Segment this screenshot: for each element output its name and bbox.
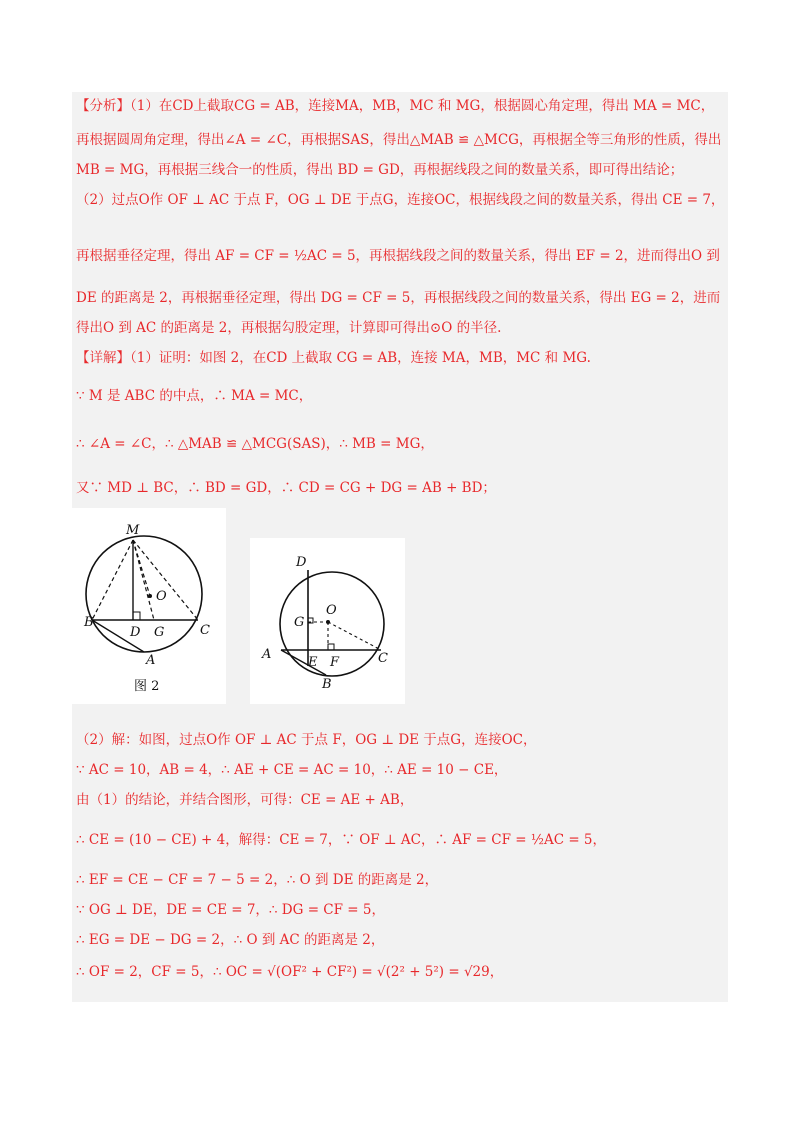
detail-line-2: ∵ M 是 ABC 的中点，∴ MA = MC，: [76, 388, 313, 404]
analysis-line-1: 【分析】（1）在CD上截取CG = AB，连接MA，MB，MC 和 MG，根据圆心角定理，得出 MA = MC，: [76, 98, 715, 114]
part2-line-3: 由（1）的结论，并结合图形，可得：CE = AE + AB，: [76, 792, 414, 808]
fig2-label-d: D: [296, 555, 307, 570]
analysis-line-2: 再根据圆周角定理，得出∠A = ∠C，再根据SAS，得出△MAB ≌ △MCG，再根据全等三角形的性质，得出: [76, 132, 722, 148]
figure-2-diagram: [250, 538, 405, 704]
analysis-line-5: 再根据垂径定理，得出 AF = CF = ½AC = 5，再根据线段之间的数量关系，得出 EF = 2，进而得出O 到: [76, 248, 720, 264]
fig1-caption: 图 2: [134, 679, 160, 694]
figure-1: [72, 508, 226, 704]
fig2-label-c: C: [378, 651, 388, 666]
fig2-label-g: G: [294, 615, 305, 630]
part2-line-2: ∵ AC = 10，AB = 4，∴ AE + CE = AC = 10，∴ AE = 10 − CE，: [76, 762, 508, 778]
analysis-line-3: MB = MG，再根据三线合一的性质，得出 BD = GD，再根据线段之间的数量关系，即可得出结论；: [76, 162, 684, 178]
detail-line-3: ∴ ∠A = ∠C，∴ △MAB ≌ △MCG(SAS)，∴ MB = MG，: [76, 436, 434, 452]
figure-2: [250, 538, 405, 704]
fig1-label-d: D: [130, 625, 141, 640]
part2-line-6: ∵ OG ⊥ DE，DE = CE = 7，∴ DG = CF = 5，: [76, 902, 385, 918]
fig2-label-e: E: [308, 655, 318, 670]
fig2-label-f: F: [330, 655, 340, 670]
fig1-label-o: O: [156, 589, 167, 604]
part2-line-5: ∴ EF = CE − CF = 7 − 5 = 2，∴ O 到 DE 的距离是 2，: [76, 872, 439, 888]
fig2-label-a: A: [262, 647, 272, 662]
part2-line-4: ∴ CE = (10 − CE) + 4，解得：CE = 7，∵ OF ⊥ AC，∴ AF = CF = ½AC = 5，: [76, 832, 607, 848]
fig1-label-g: G: [154, 625, 165, 640]
fig2-label-o: O: [326, 603, 337, 618]
part2-line-8: ∴ OF = 2，CF = 5，∴ OC = √(OF² + CF²) = √(2² + 5²) = √29，: [76, 964, 504, 980]
fig1-label-c: C: [200, 623, 210, 638]
part2-line-7: ∴ EG = DE − DG = 2，∴ O 到 AC 的距离是 2，: [76, 932, 385, 948]
analysis-line-6: DE 的距离是 2，再根据垂径定理，得出 DG = CF = 5，再根据线段之间的数量关系，得出 EG = 2，进而: [76, 290, 721, 306]
detail-line-4: 又∵ MD ⊥ BC，∴ BD = GD，∴ CD = CG + DG = AB + BD；: [76, 480, 496, 496]
fig1-label-b: B: [84, 615, 94, 630]
fig1-label-m: M: [126, 523, 140, 538]
detail-line-1: 【详解】（1）证明：如图 2，在CD 上截取 CG = AB，连接 MA，MB，MC 和 MG.: [76, 350, 591, 366]
analysis-line-7: 得出O 到 AC 的距离是 2，再根据勾股定理，计算即可得出⊙O 的半径.: [76, 320, 502, 336]
figure-1-diagram: [72, 508, 226, 704]
analysis-line-4: （2）过点O作 OF ⊥ AC 于点 F，OG ⊥ DE 于点G，连接OC，根据线段之间的数量关系，得出 CE = 7，: [76, 192, 725, 208]
fig1-label-a: A: [146, 653, 156, 668]
part2-line-1: （2）解：如图，过点O作 OF ⊥ AC 于点 F，OG ⊥ DE 于点G，连接OC，: [76, 732, 537, 748]
fig2-label-b: B: [322, 677, 332, 692]
